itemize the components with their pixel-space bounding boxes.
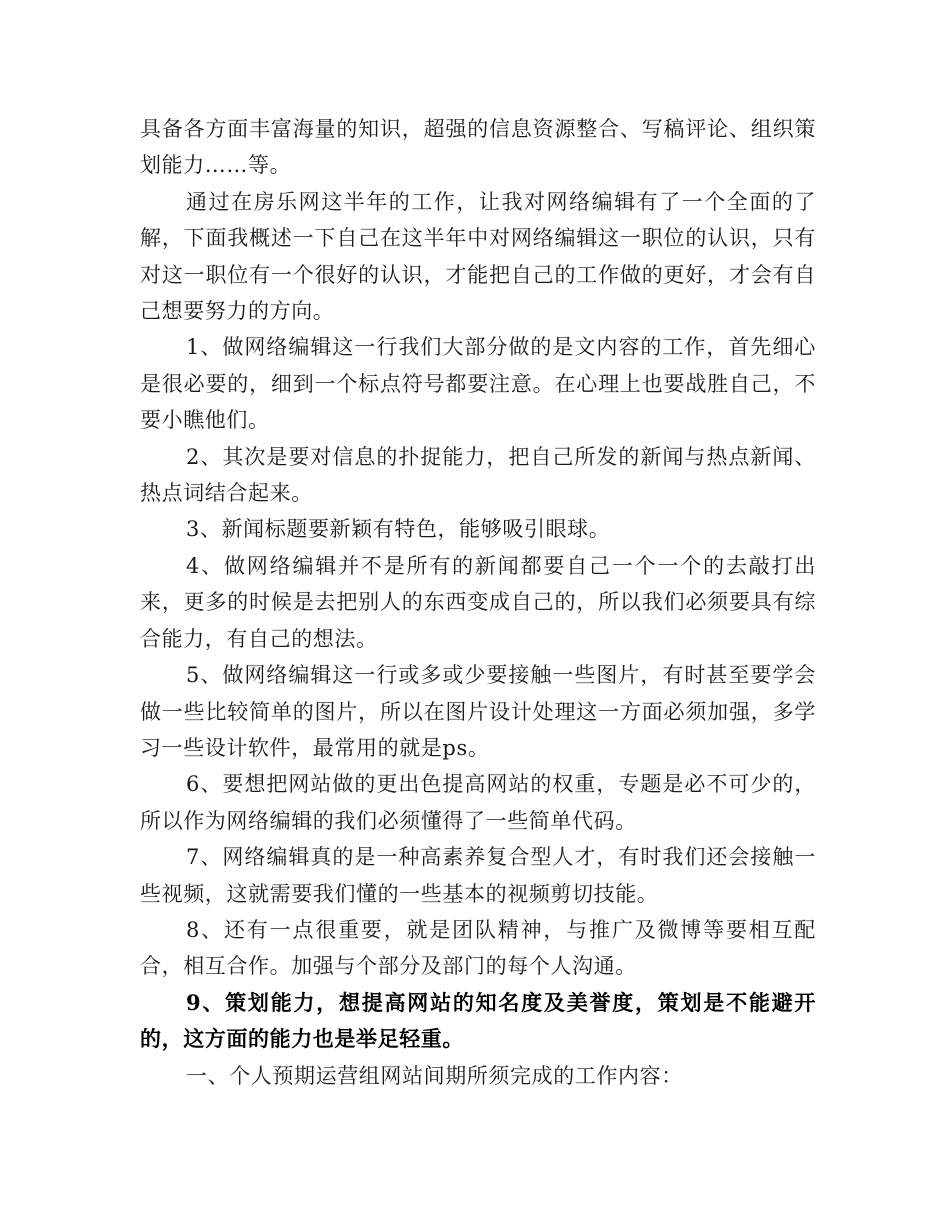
paragraph-item-3: 3、新闻标题要新颖有特色，能够吸引眼球。 <box>186 517 611 542</box>
section-heading: 一、个人预期运营组网站间期所须完成的工作内容： <box>186 1063 683 1088</box>
paragraph-item-6: 6、要想把网站做的更出色提高网站的权重，专题是必不可少的，所以作为网络编辑的我们必须懂得了一些简单代码。 <box>140 772 816 833</box>
paragraph-item-8: 8、还有一点很重要，就是团队精神，与推广及微博等要相互配合，相互合作。加强与个部分及部门的每个人沟通。 <box>140 917 816 979</box>
paragraph-continuation: 具备各方面丰富海量的知识，超强的信息资源整合、写稿评论、组织策划能力……等。 <box>140 117 816 178</box>
paragraph-item-9: 9、策划能力，想提高网站的知名度及美誉度，策划是不能避开的，这方面的能力也是举足轻重。 <box>140 989 816 1052</box>
paragraph-intro: 通过在房乐网这半年的工作，让我对网络编辑有了一个全面的了解，下面我概述一下自己在这半年中对网络编辑这一职位的认识，只有对这一职位有一个很好的认识，才能把自己的工作做的更好，才会有自己想要努力的方向。 <box>140 189 816 324</box>
paragraph-item-7: 7、网络编辑真的是一种高素养复合型人才，有时我们还会接触一些视频，这就需要我们懂的一些基本的视频剪切技能。 <box>140 845 816 906</box>
paragraph-item-2: 2、其次是要对信息的扑捉能力，把自己所发的新闻与热点新闻、热点词结合起来。 <box>140 444 816 506</box>
paragraph-item-1: 1、做网络编辑这一行我们大部分做的是文内容的工作，首先细心是很必要的，细到一个标点符号都要注意。在心理上也要战胜自己，不要小瞧他们。 <box>140 335 816 433</box>
paragraph-item-5: 5、做网络编辑这一行或多或少要接触一些图片，有时甚至要学会做一些比较简单的图片，所以在图片设计处理这一方面必须加强，多学习一些设计软件，最常用的就是ps。 <box>140 663 816 760</box>
paragraph-item-4: 4、做网络编辑并不是所有的新闻都要自己一个一个的去敲打出来，更多的时候是去把别人的东西变成自己的，所以我们必须要具有综合能力，有自己的想法。 <box>140 553 816 651</box>
document-body <box>140 111 816 1094</box>
